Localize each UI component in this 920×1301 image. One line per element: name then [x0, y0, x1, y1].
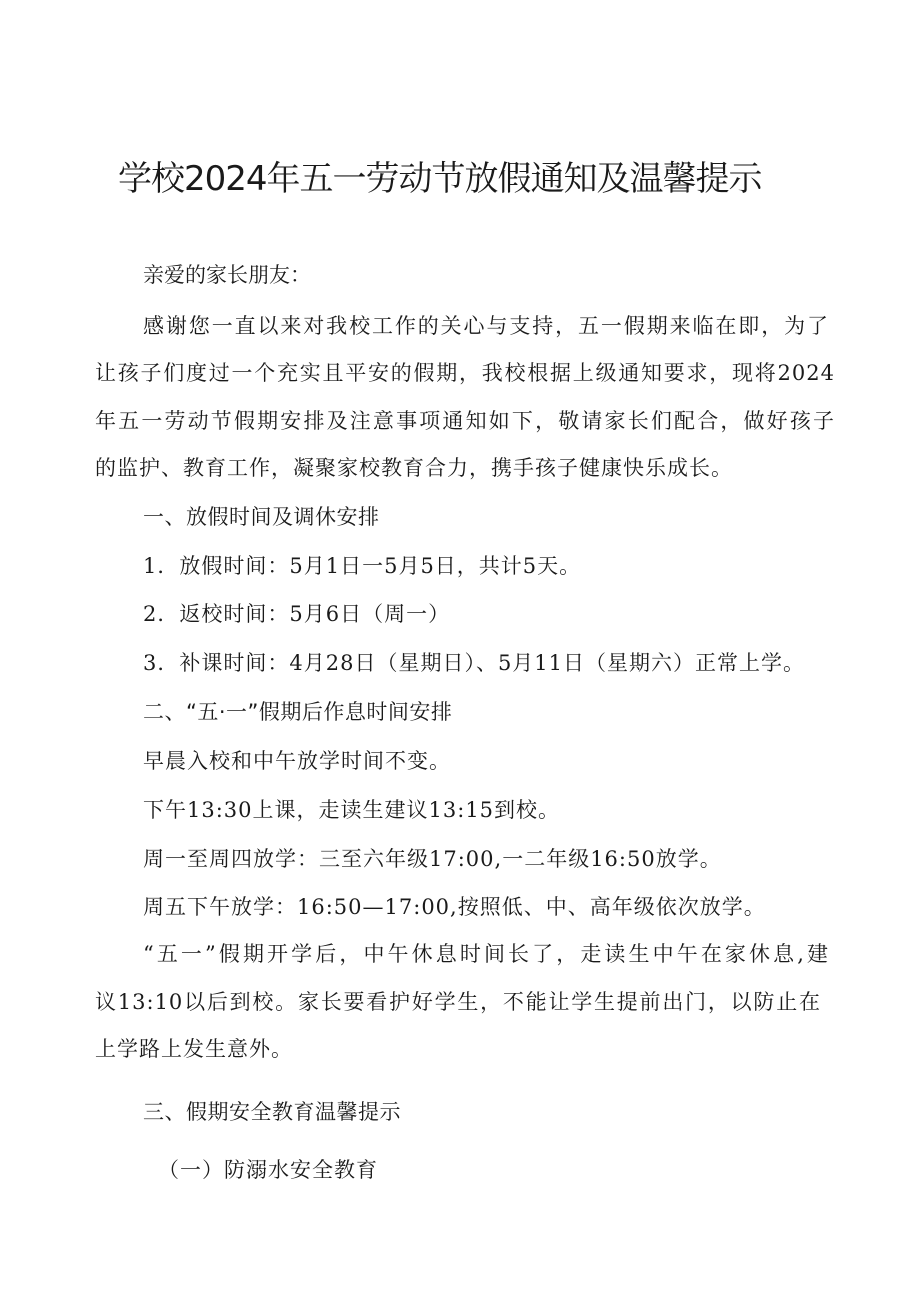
intro-line-3: 年五一劳动节假期安排及注意事项通知如下，敬请家长们配合，做好孩子: [95, 409, 835, 433]
section-3-heading: 三、假期安全教育温馨提示: [143, 1100, 401, 1124]
intro-line-4: 的监护、教育工作，凝聚家校教育合力，携手孩子健康快乐成长。: [95, 456, 733, 480]
section-1-item-3: 3．补课时间：4月28日（星期日）、5月11日（星期六）正常上学。: [143, 651, 806, 675]
section-1-heading: 一、放假时间及调休安排: [143, 505, 380, 529]
section-1-item-2: 2．返校时间：5月6日（周一）: [143, 602, 451, 626]
greeting: 亲爱的家长朋友：: [143, 263, 311, 287]
section-2-heading: 二、“五·一”假期后作息时间安排: [143, 700, 453, 724]
section-2-item-1: 早晨入校和中午放学时间不变。: [143, 749, 451, 773]
intro-line-2: 让孩子们度过一个充实且平安的假期，我校根据上级通知要求，现将2024: [95, 361, 835, 385]
section-3-subheading-1: （一）防溺水安全教育: [158, 1158, 378, 1182]
section-2-note-line-3: 上学路上发生意外。: [95, 1037, 293, 1061]
section-2-note-line-2: 议13:10以后到校。家长要看护好学生，不能让学生提前出门，以防止在: [95, 990, 821, 1014]
section-2-item-2: 下午13:30上课，走读生建议13:15到校。: [143, 798, 561, 822]
section-2-item-4: 周五下午放学：16:50—17:00,按照低、中、高年级依次放学。: [143, 895, 766, 919]
section-1-item-1: 1．放假时间：5月1日一5月5日，共计5天。: [143, 554, 582, 578]
section-2-note-line-1: “五一”假期开学后，中午休息时间长了，走读生中午在家休息,建: [143, 942, 829, 966]
intro-line-1: 感谢您一直以来对我校工作的关心与支持，五一假期来临在即，为了: [143, 314, 829, 338]
section-2-item-3: 周一至周四放学：三至六年级17:00,一二年级16:50放学。: [143, 847, 722, 871]
document-title: 学校2024年五一劳动节放假通知及温馨提示: [118, 159, 762, 199]
